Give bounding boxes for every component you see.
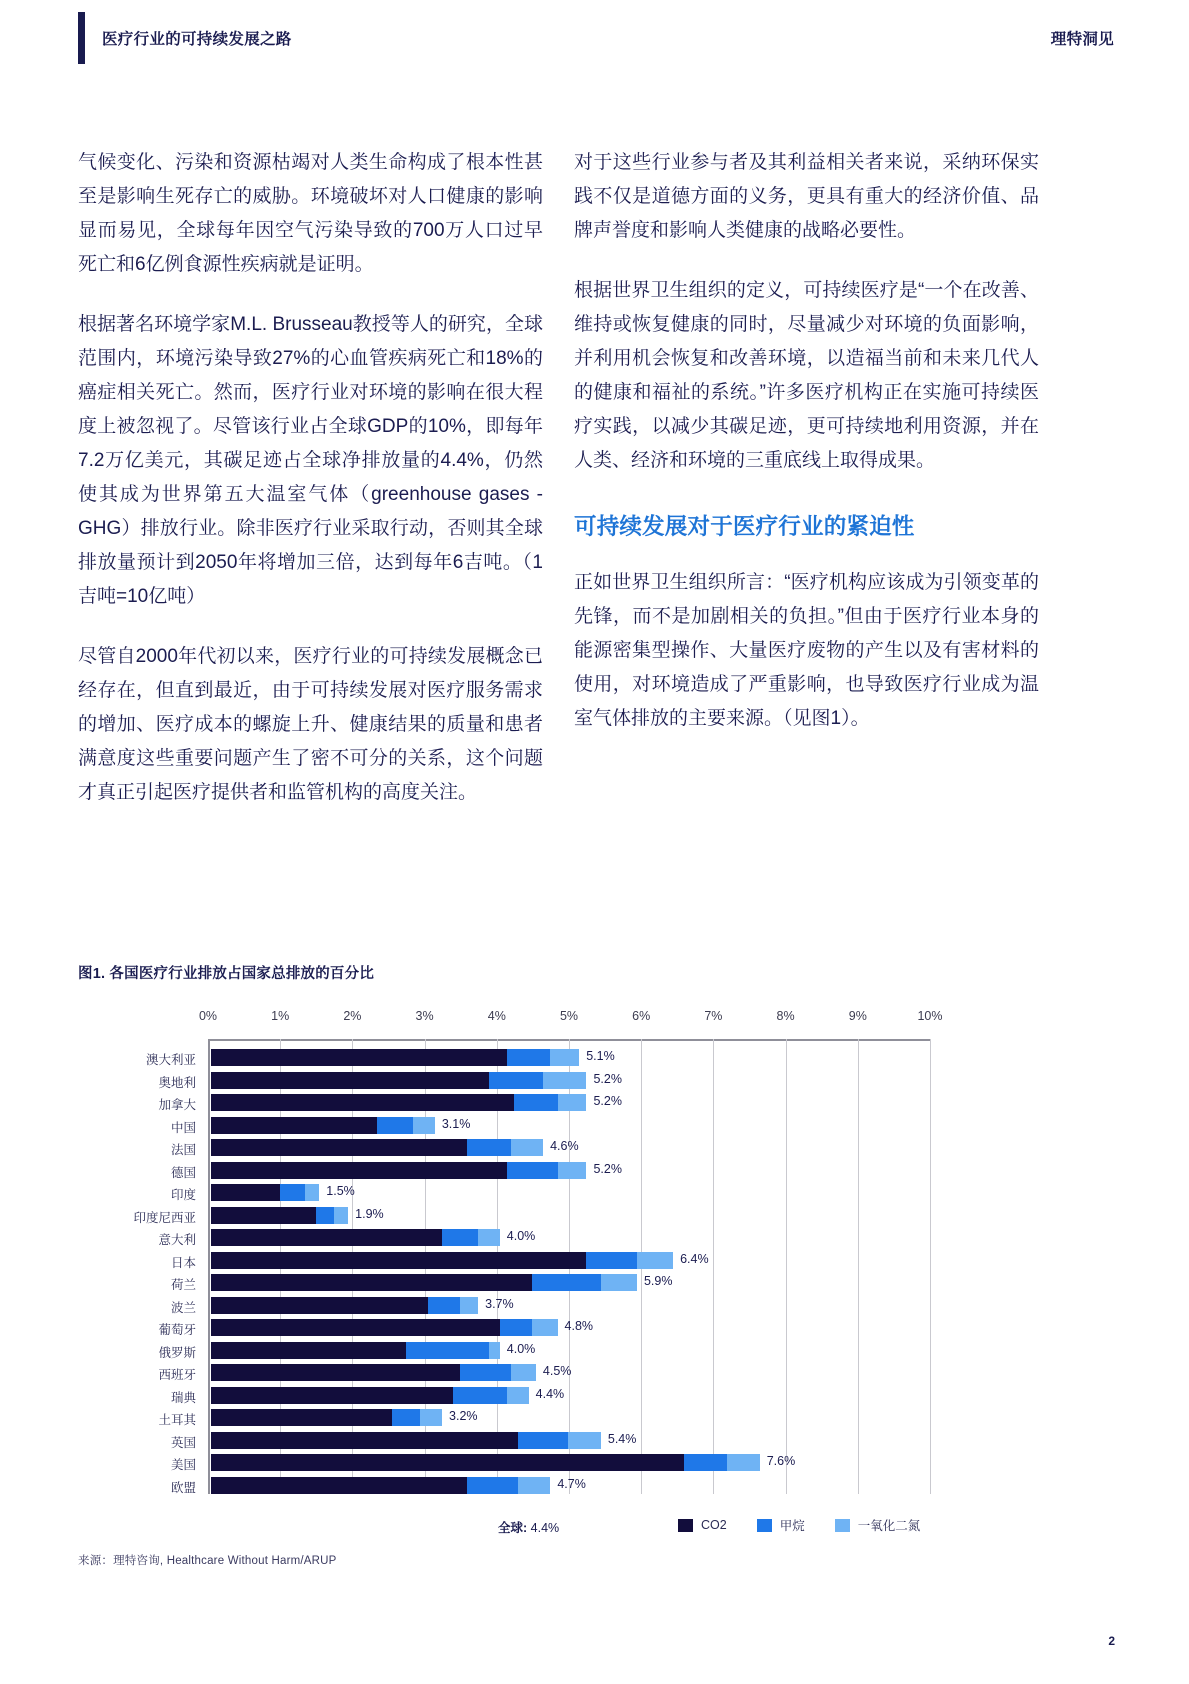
bar-segment-ch4	[507, 1049, 550, 1066]
stacked-bar	[211, 1229, 500, 1246]
x-tick-label: 4%	[487, 1009, 506, 1023]
legend-item	[678, 1518, 727, 1532]
bar-segment-n2o	[478, 1229, 500, 1246]
bar-segment-n2o	[543, 1072, 586, 1089]
bar-segment-ch4	[280, 1184, 305, 1201]
bar-segment-ch4	[453, 1387, 507, 1404]
header-accent-bar	[78, 12, 85, 64]
stacked-bar	[211, 1409, 442, 1426]
chart-row	[78, 1227, 1113, 1250]
bar-segment-co2	[211, 1387, 453, 1404]
bar-segment-n2o	[727, 1454, 759, 1471]
chart-row	[78, 1475, 1113, 1498]
bar-value-label: 5.2%	[593, 1094, 622, 1108]
header-title: 医疗行业的可持续发展之路	[102, 31, 292, 48]
stacked-bar	[211, 1049, 579, 1066]
chart-row-label: 日本	[170, 1255, 196, 1270]
x-tick-label: 2%	[343, 1009, 362, 1023]
bar-value-label: 6.4%	[680, 1251, 709, 1266]
bar-segment-n2o	[568, 1432, 600, 1449]
chart-row-label: 西班牙	[158, 1368, 196, 1382]
bar-value-label: 5.4%	[607, 1431, 637, 1446]
chart-row-label: 中国	[170, 1120, 196, 1135]
bar-value-label: 5.1%	[586, 1049, 615, 1063]
bar-segment-co2	[211, 1162, 507, 1179]
bar-segment-n2o	[511, 1364, 536, 1381]
bar-segment-co2	[211, 1432, 518, 1449]
stacked-bar	[211, 1477, 550, 1494]
bar-segment-ch4	[500, 1319, 532, 1336]
paragraph: 根据著名环境学家M.L. Brusseau教授等人的研究，全球范围内，环境污染导致27%的心血管疾病死亡和18%的癌症相关死亡。然而，医疗行业对环境的影响在很大程度上被忽视了。尽管该行业占全球GDP的10%，即每年7.2万亿美元，其碳足迹占全球净排放量的4.4%，仍然使其成为世界第五大温室气体（greenhouse gases - GHG）排放行业。除非医疗行业采取行动，否则其全球排放量预计到2050年将增加三倍，达到每年6吉吨。（1吉吨=10亿吨）	[78, 314, 543, 607]
legend-swatch-icon	[835, 1519, 850, 1532]
chart-row-label: 澳大利亚	[145, 1053, 196, 1067]
bar-segment-co2	[211, 1297, 428, 1314]
chart-row-label: 英国	[170, 1435, 196, 1450]
x-tick-label: 8%	[776, 1009, 795, 1023]
chart-row	[78, 1385, 1113, 1408]
bar-segment-co2	[211, 1409, 392, 1426]
global-average-value: 4.4%	[530, 1521, 560, 1535]
bar-value-label: 4.4%	[535, 1386, 565, 1401]
stacked-bar	[211, 1252, 673, 1269]
paragraph: 尽管自2000年代初以来，医疗行业的可持续发展概念已经存在，但直到最近，由于可持续发展对医疗服务需求的增加、医疗成本的螺旋上升、健康结果的质量和患者满意度这些重要问题产生了密不可分的关系，这个问题才真正引起医疗提供者和监管机构的高度关注。	[78, 646, 543, 803]
bar-segment-co2	[211, 1229, 442, 1246]
bar-value-label: 3.2%	[449, 1409, 478, 1423]
stacked-bar	[211, 1207, 348, 1224]
stacked-bar	[211, 1162, 586, 1179]
bar-segment-ch4	[586, 1252, 637, 1269]
bar-segment-n2o	[558, 1094, 587, 1111]
x-tick-label: 10%	[917, 1009, 943, 1023]
bar-segment-ch4	[532, 1274, 601, 1291]
legend-label: 一氧化二氮	[857, 1519, 921, 1533]
chart-row	[78, 1452, 1113, 1475]
bar-value-label: 1.9%	[355, 1206, 384, 1221]
stacked-bar	[211, 1094, 586, 1111]
stacked-bar	[211, 1297, 478, 1314]
figure-title: 图1. 各国医疗行业排放占国家总排放的百分比	[78, 966, 375, 982]
chart-row	[78, 1182, 1113, 1205]
stacked-bar	[211, 1454, 760, 1471]
bar-segment-co2	[211, 1252, 586, 1269]
bar-segment-ch4	[392, 1409, 421, 1426]
bar-value-label: 7.6%	[766, 1454, 796, 1468]
stacked-bar	[211, 1319, 558, 1336]
bar-segment-co2	[211, 1454, 684, 1471]
chart-row	[78, 1317, 1113, 1340]
chart-legend	[678, 1516, 920, 1534]
stacked-bar	[211, 1184, 319, 1201]
paragraph: 对于这些行业参与者及其利益相关者来说，采纳环保实践不仅是道德方面的义务，更具有重大的经济价值、品牌声誉度和影响人类健康的战略必要性。	[574, 152, 1039, 241]
stacked-bar-chart	[78, 1009, 1113, 1549]
figure-source: 来源：理特咨询, Healthcare Without Harm/ARUP	[78, 1555, 337, 1567]
legend-label: CO2	[701, 1518, 727, 1532]
legend-item	[835, 1516, 921, 1534]
chart-row-label: 印度尼西亚	[133, 1210, 196, 1225]
chart-row-label: 美国	[170, 1458, 196, 1472]
bar-value-label: 4.6%	[550, 1139, 579, 1153]
chart-row	[78, 1295, 1113, 1318]
x-tick-label: 0%	[198, 1009, 218, 1023]
chart-row	[78, 1160, 1113, 1183]
bar-segment-ch4	[518, 1432, 569, 1449]
bar-value-label: 5.2%	[593, 1161, 622, 1176]
bar-value-label: 4.0%	[506, 1229, 536, 1243]
bar-segment-n2o	[420, 1409, 442, 1426]
bar-segment-n2o	[489, 1342, 500, 1359]
chart-row	[78, 1362, 1113, 1385]
bar-segment-co2	[211, 1049, 507, 1066]
global-average-label: 全球:	[498, 1521, 528, 1535]
x-tick-label: 3%	[415, 1009, 434, 1023]
paragraph: 气候变化、污染和资源枯竭对人类生命构成了根本性甚至是影响生死存亡的威胁。环境破坏对人口健康的影响显而易见，全球每年因空气污染导致的700万人口过早死亡和6亿例食源性疾病就是证明。	[78, 152, 543, 275]
chart-footer	[78, 1514, 1113, 1542]
paragraph: 正如世界卫生组织所言：“医疗机构应该成为引领变革的先锋，而不是加剧相关的负担。”但由于医疗行业本身的能源密集型操作、大量医疗废物的产生以及有害材料的使用，对环境造成了严重影响，也导致医疗行业成为温室气体排放的主要来源。（见图1）。	[574, 572, 1039, 729]
bar-value-label: 4.0%	[506, 1341, 536, 1356]
paragraph: 根据世界卫生组织的定义，可持续医疗是“一个在改善、维持或恢复健康的同时，尽量减少对环境的负面影响，并利用机会恢复和改善环境，以造福当前和未来几代人的健康和福祉的系统。”许多医疗机构正在实施可持续医疗实践，以减少其碳足迹，更可持续地利用资源，并在人类、经济和环境的三重底线上取得成果。	[574, 280, 1039, 471]
bar-segment-ch4	[507, 1162, 558, 1179]
x-tick-label: 1%	[271, 1009, 290, 1023]
bar-value-label: 5.9%	[643, 1274, 673, 1288]
chart-row-label: 俄罗斯	[158, 1345, 196, 1360]
bar-segment-ch4	[428, 1297, 460, 1314]
bar-segment-n2o	[511, 1139, 543, 1156]
bar-value-label: 1.5%	[326, 1184, 355, 1198]
stacked-bar	[211, 1072, 586, 1089]
chart-row	[78, 1250, 1113, 1273]
x-axis-tick-labels	[78, 1009, 1113, 1037]
bar-segment-n2o	[601, 1274, 637, 1291]
chart-row-label: 欧盟	[170, 1480, 196, 1495]
bar-value-label: 3.7%	[485, 1296, 514, 1311]
bar-value-label: 4.8%	[564, 1319, 594, 1333]
bar-value-label: 4.5%	[542, 1364, 572, 1378]
chart-row-label: 意大利	[158, 1233, 196, 1247]
x-tick-label: 9%	[848, 1009, 867, 1023]
bar-segment-co2	[211, 1319, 500, 1336]
stacked-bar	[211, 1117, 435, 1134]
figure-1	[78, 962, 1113, 1549]
bar-segment-co2	[211, 1072, 489, 1089]
bar-segment-co2	[211, 1364, 460, 1381]
chart-row-label: 葡萄牙	[158, 1323, 196, 1337]
bar-segment-ch4	[406, 1342, 489, 1359]
bar-segment-n2o	[413, 1117, 435, 1134]
chart-row	[78, 1070, 1113, 1093]
bar-segment-co2	[211, 1477, 467, 1494]
legend-label: 甲烷	[779, 1519, 805, 1533]
chart-row	[78, 1205, 1113, 1228]
chart-row-label: 印度	[170, 1188, 196, 1202]
bar-segment-co2	[211, 1184, 280, 1201]
chart-row-label: 奥地利	[158, 1075, 196, 1090]
chart-row-label: 波兰	[170, 1300, 196, 1315]
x-tick-label: 6%	[632, 1009, 651, 1023]
legend-item	[757, 1516, 805, 1534]
bar-segment-co2	[211, 1274, 532, 1291]
x-tick-label: 5%	[559, 1009, 579, 1023]
global-average-note	[498, 1518, 559, 1536]
bar-value-label: 4.7%	[557, 1476, 586, 1491]
bar-segment-n2o	[305, 1184, 319, 1201]
stacked-bar	[211, 1274, 637, 1291]
x-tick-label: 7%	[704, 1009, 723, 1023]
bar-segment-n2o	[460, 1297, 478, 1314]
bar-value-label: 5.2%	[593, 1071, 622, 1086]
bar-segment-n2o	[637, 1252, 673, 1269]
bar-segment-ch4	[460, 1364, 511, 1381]
chart-row	[78, 1137, 1113, 1160]
bar-segment-co2	[211, 1342, 406, 1359]
bar-segment-n2o	[558, 1162, 587, 1179]
stacked-bar	[211, 1364, 536, 1381]
bar-segment-n2o	[518, 1477, 550, 1494]
chart-row-label: 加拿大	[158, 1098, 196, 1112]
bar-segment-ch4	[316, 1207, 334, 1224]
page-number: 2	[1108, 1634, 1115, 1648]
stacked-bar	[211, 1432, 601, 1449]
bar-segment-ch4	[467, 1139, 510, 1156]
chart-row	[78, 1340, 1113, 1363]
chart-row-label: 荷兰	[170, 1278, 196, 1292]
bar-segment-ch4	[377, 1117, 413, 1134]
chart-row	[78, 1047, 1113, 1070]
legend-swatch-icon	[757, 1519, 772, 1532]
chart-row	[78, 1115, 1113, 1138]
stacked-bar	[211, 1139, 543, 1156]
bar-segment-n2o	[334, 1207, 348, 1224]
chart-row	[78, 1092, 1113, 1115]
bar-segment-ch4	[489, 1072, 543, 1089]
chart-row-label: 法国	[170, 1143, 196, 1157]
legend-swatch-icon	[678, 1519, 693, 1532]
bar-segment-n2o	[532, 1319, 557, 1336]
chart-row	[78, 1430, 1113, 1453]
left-text-column	[78, 146, 543, 810]
bar-segment-co2	[211, 1117, 377, 1134]
bar-segment-n2o	[507, 1387, 529, 1404]
header-brand: 理特洞见	[1050, 31, 1114, 48]
bar-segment-ch4	[514, 1094, 557, 1111]
chart-row-label: 土耳其	[158, 1413, 196, 1427]
right-text-column	[574, 146, 1039, 736]
bar-segment-ch4	[467, 1477, 518, 1494]
chart-row-label: 瑞典	[170, 1390, 196, 1405]
bar-segment-ch4	[442, 1229, 478, 1246]
chart-row-label: 德国	[170, 1165, 196, 1180]
bar-segment-co2	[211, 1094, 514, 1111]
chart-row	[78, 1272, 1113, 1295]
bar-segment-ch4	[684, 1454, 727, 1471]
bar-segment-co2	[211, 1207, 316, 1224]
section-heading: 可持续发展对于医疗行业的紧迫性	[574, 514, 915, 539]
bar-segment-co2	[211, 1139, 467, 1156]
chart-row	[78, 1407, 1113, 1430]
chart-plot-area	[78, 1039, 1113, 1509]
bar-value-label: 3.1%	[441, 1116, 471, 1131]
stacked-bar	[211, 1387, 529, 1404]
stacked-bar	[211, 1342, 500, 1359]
page-header	[0, 0, 1189, 78]
bar-segment-n2o	[550, 1049, 579, 1066]
